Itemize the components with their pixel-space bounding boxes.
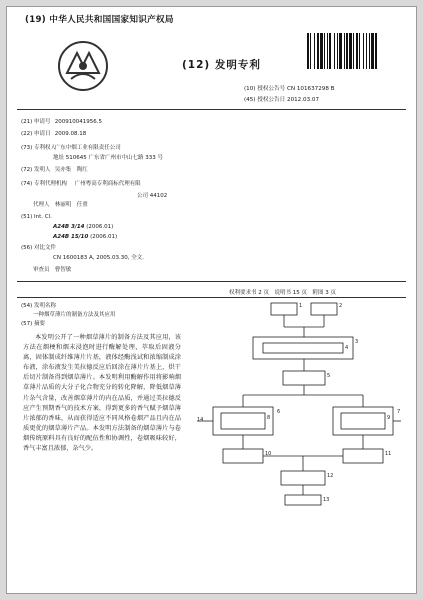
barcode [307,33,399,69]
figure-label: 1 [299,303,303,309]
figure-label: 11 [385,451,392,457]
ipc-2 [53,234,117,241]
flow-box [213,407,273,435]
figure-label: 13 [323,497,330,503]
counts-rule [17,297,406,298]
flow-box [263,343,343,353]
flow-box [271,303,297,315]
figure-label: 3 [355,339,359,345]
figure-label: 6 [277,409,281,415]
examiner-label: 审查员 [33,267,50,273]
agency: 广州粤高专利商标代理有限 [74,181,141,187]
field-code: (74) 专利代理机构 [21,181,68,187]
flow-box [221,413,265,429]
process-flow-figure [193,299,403,507]
field-code: (21) 申请号 [21,119,51,125]
field-code: (57) 摘要 [21,321,46,327]
field-73 [21,145,121,152]
figure-label: 7 [397,409,401,415]
figure-label: 5 [327,373,331,379]
abstract-text: 本发明公开了一种烟草薄片的制备方法及其应用，该方法在烟梗和烟末浸泡时进行酶解处理，萃取后固液分离，固体制成纤维薄片片基，液体经酶浅试和浓缩制成涂布液，涂布液发生美拉德反应后回涂在薄片片基上，烘干后切片制备得到烟草薄片。本发明利用酶解作用将影响烟草薄片品质的大分子化合物充分的转化降解，降低烟草薄片杂气含量，改善烟草薄片的内在品质，并通过美拉德反应产生预期香气的技术方案，得到更多的香气赋予烟草薄片浓郁的香味，从而获得适应不同风格卷烟产品且内在品质更优的烟草薄片产品。本发明方法制备的烟草薄片与卷烟传统原料具有良好的配伍性和协调性，卷烟吸味较好，香气丰富且浓郁，杂气少。 [23,334,181,453]
field-21 [21,119,102,126]
flow-box [223,449,263,463]
field-examiner [33,267,71,274]
field-56 [21,245,56,252]
publication-number: (10) 授权公告号 CN 101637298 B [244,86,335,92]
examiner: 曹智敏 [54,267,72,273]
field-51 [21,214,52,221]
figure-label: 10 [265,451,272,457]
invention-title: 一种烟草薄片的制备方法及其应用 [33,312,116,318]
ipc-class: A24B 3/14 [53,224,85,230]
flow-box [281,471,325,485]
patentee-address: 地址 510645 广东省广州市中山七路 333 号 [53,155,163,161]
ipc-1 [53,224,113,231]
header-rule [17,109,406,110]
field-54 [21,303,56,310]
flow-box [333,407,393,435]
field-code: (72) 发明人 [21,167,51,173]
agent-label: 代理人 [33,202,50,208]
figure-label: 14 [197,417,204,423]
figure-label: 8 [267,415,271,421]
page-counts: 权利要求书 2 页 说明书 15 页 附图 3 页 [229,290,336,296]
ipc-class: A24B 15/10 [53,234,89,240]
field-code: (51) Int. Cl. [21,214,52,220]
cited-document: CN 1600183 A, 2005.03.30, 全文. [53,255,144,261]
patentee: 广东中烟工业有限责任公司 [54,145,121,151]
field-agent [33,202,88,209]
patent-page [6,6,417,594]
document-type: (12) 发明专利 [182,59,261,71]
figure-label: 4 [345,345,349,351]
field-code: (22) 申请日 [21,131,51,137]
field-57 [21,321,45,328]
application-number: 200910041956.5 [54,119,102,125]
application-date: 2009.08.18 [54,131,87,137]
flow-box [341,413,385,429]
figure-label: 2 [339,303,343,309]
figure-label: 12 [327,473,334,479]
agents: 林丽明 任重 [54,202,88,208]
flow-box [343,449,383,463]
bib-rule [17,281,406,282]
field-72 [21,167,88,174]
ipc-date: (2006.01) [86,224,114,230]
field-22 [21,131,86,138]
field-code: (73) 专利权人 [21,145,57,151]
publication-date: (45) 授权公告日 2012.03.07 [244,97,320,103]
figure-label: 9 [387,415,391,421]
flow-box [285,495,321,505]
inventors: 吴亦集 陶红 [54,167,88,173]
field-code: (56) 对比文件 [21,245,57,251]
flow-box [253,337,353,359]
field-74 [21,181,141,188]
patent-office-seal [53,39,113,93]
ipc-date: (2006.01) [90,234,118,240]
office-name: (19) 中华人民共和国国家知识产权局 [25,15,174,25]
flow-box [311,303,337,315]
agency-code: 公司 44102 [137,193,168,199]
field-code: (54) 发明名称 [21,303,57,309]
flow-box [283,371,325,385]
